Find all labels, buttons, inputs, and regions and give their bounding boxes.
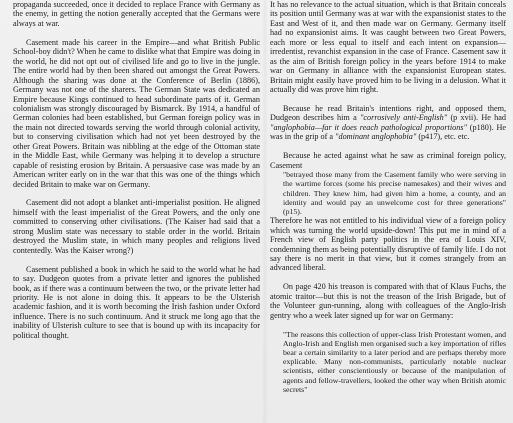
right-paragraph-4: On page 420 his treason is compared with that of Klaus Fuchs, the atomic traitor—but this is not the treason of the Irish Brigade, but of the Volunteer gun-running, along with colleagues of the Anglo-Irish gentry who a week later signed up for war on Germany: <box>270 282 506 320</box>
left-paragraph-3: Casement published a book in which he said to the world what he had to say. Dudgeon quotes from a private letter and ignores the published book, as if there was a continuum between the two, or the private letter had priority. He is not alone in doing this. It appears to be the Ulsterish academic fashion, and it is worth becoming the Irish fashion under Oxford influence. There is no such continuum. And it struck me long ago that the inability of Ulsterish culture to see that is bound up with its incapacity for political thought. <box>13 264 260 340</box>
right-paragraph-1 <box>270 104 506 142</box>
quote-anglophobia-pathological: "anglophobia—far it does reach pathological proportions" <box>270 122 467 132</box>
right-paragraph-1-text-b: (p xvii). He had <box>447 113 506 123</box>
right-paragraph-2: Because he acted against what he saw as criminal foreign policy, Casement <box>270 151 506 170</box>
column-gutter <box>262 0 268 423</box>
quote-corrosively-anti-english: "corrosively anti-English" <box>359 113 448 123</box>
right-paragraph-1-text-d: (p417), etc. etc. <box>416 132 470 142</box>
left-column <box>13 0 260 350</box>
left-paragraph-1: Casement made his career in the Empire—and what British Public School-boy didn't? When he came to dislike what that Empire was doing in the world, he did not opt out of civilised life and go to live in the jungle. The entire world had by then been shared out amongst the Great Powers. Although the sharing was done at the Conference of Berlin (1886), Germany was not one of the sharers. The German State was dedicated an Empire because Kings continued to head subordinate parts of it. German colonialism was strongly discouraged by Bismarck. By 1914, a handful of German colonies had been established, but German foreign policy was in the main not directed towards serving the world through colonial activity, but to conserving civilisation which had not yet been destroyed by the other Great Powers. Britain was nibbling at the edge of the Ottoman state in the Middle East, while Germany was helping it to develop a structure capable of resisting erosion by Britain. A persuasive case was made by an American writer early on in the war that this was one of the things which decided Britain to make war on Germany. <box>13 37 260 189</box>
right-paragraph-1-text-a: Because he read Britain's intentions right, and opposed them, Dudgeon describes him a <box>270 103 506 123</box>
left-paragraph-2: Casement did not adopt a blanket anti-imperialist position. He aligned himself with the least imperialist of the Great Powers, and the only one committed to conserving other civilisations. (The Kaiser had said that a strong Muslim state was necessary to stable order in the world. Britain destroyed the Muslim state, in which many peoples and religions lived contentedly. Was the Kaiser wrong?) <box>13 198 260 255</box>
right-paragraph-3: Therefore he was not entitled to his individual view of a foreign policy which was turning the world upside-down! This put me in mind of a French view of English party politics in the era of Louis XIV, condemning them as being potentially disruptive of family life. I do not say there is no merit in that view, but it comes strangely from an advanced liberal. <box>270 216 506 273</box>
quote-dominant-anglophobia: "dominant anglophobia" <box>335 132 417 142</box>
right-paragraph-0: It has no relevance to the actual situation, which is that Britain conceals its position until Germany was at war with the expansionist states to the East and West of it, and then made war on Germany. Germany itself had no expansionist aims. It was caught between two Great Powers, each more or less equal to itself and each intent on expansion—irredentist, revanchist expansion in the case of France. Casement saw it as the aim of British foreign policy in the years before 1914 to make war on Germany in alliance with the expansionist European states. Britain might easily have proved him to be living in a delusion. What it actually did was prove him right. <box>270 0 506 95</box>
block-quote-reasons: "The reasons this collection of upper-class Irish Protestant women, and Anglo-Irish and English men organised such a key importation of rifles bear a certain similarity to a later period and are perhaps thereby more explicable. Many non-communists, particularly notable nuclear scientists, either conscientiously or because of the manipulation of agents and fellow-travellers, looked the other way when British atomic secrets" <box>283 329 506 394</box>
left-paragraph-0: propaganda succeeded, once it decided to replace France with Germany as the enemy, in getting the notion generally accepted that the Germans were always at war. <box>13 0 260 28</box>
right-paragraph-1-text-c: (p180). He was in the grip of a <box>270 122 507 142</box>
block-quote-betrayed: "betrayed those many from the Casement family who were serving in the wartime forces (some his precise namesakes) and their wives and children. They knew him, had given him a home, a county, and an identity and would pay an unwelcome cost for three generations" (p15). <box>283 170 506 216</box>
right-column <box>270 0 506 394</box>
